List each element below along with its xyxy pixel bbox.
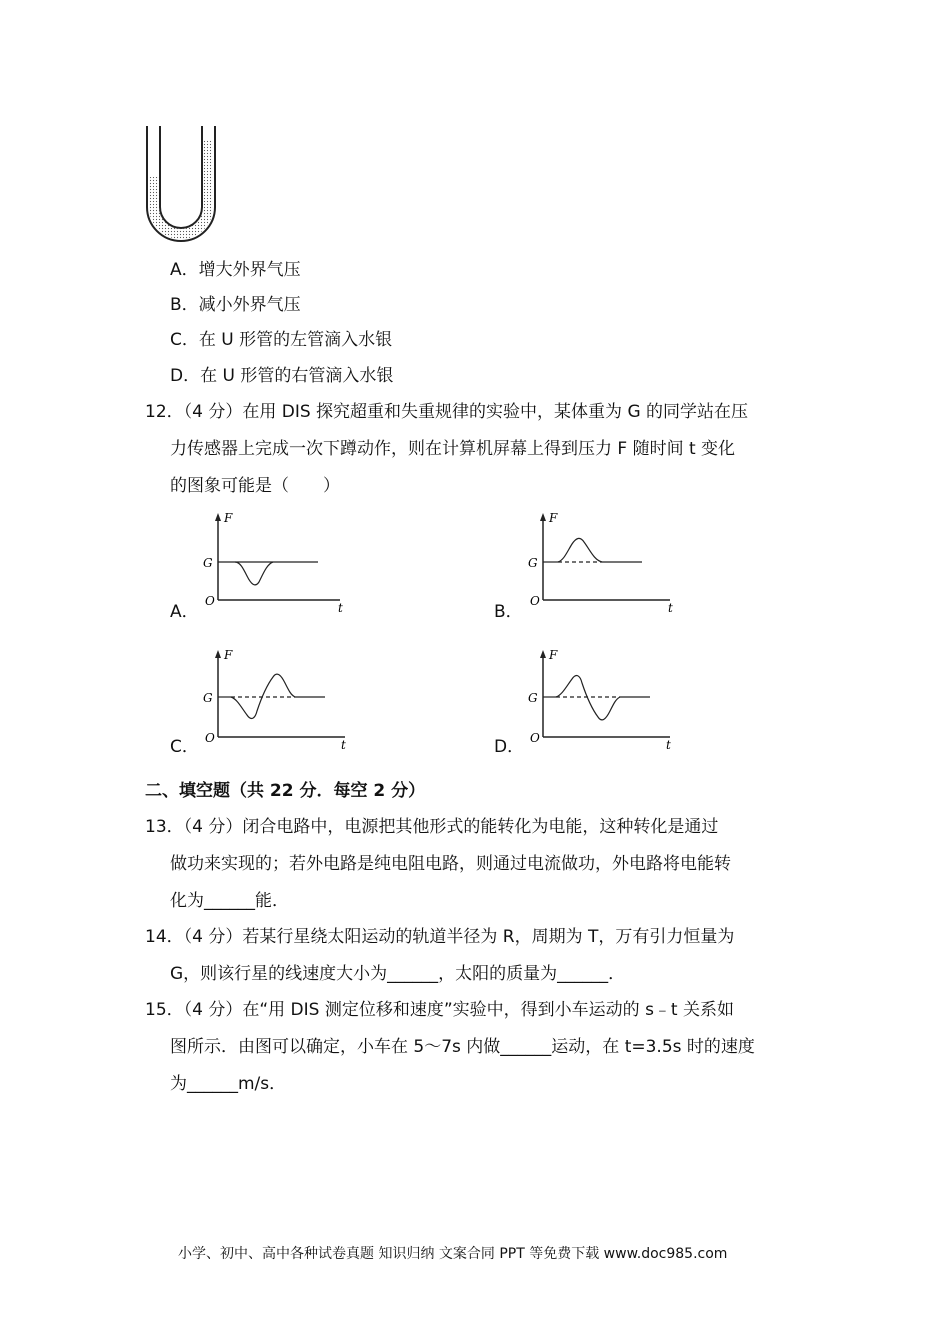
q15-line-1: 15．（4 分）在“用 DIS 测定位移和速度”实验中，得到小车运动的 s﹣t 关系如 bbox=[145, 1000, 734, 1020]
graph-d-axis-f: F bbox=[549, 648, 558, 662]
graph-d-level-g: G bbox=[528, 691, 538, 705]
graph-c-axis-f: F bbox=[224, 648, 233, 662]
graph-a-option-label: A． bbox=[170, 602, 199, 622]
page-footer: 小学、初中、高中各种试卷真题 知识归纳 文案合同 PPT 等免费下载 www.doc985.com bbox=[178, 1246, 728, 1262]
graph-b-origin: O bbox=[530, 594, 540, 608]
graph-a-origin: O bbox=[205, 594, 215, 608]
q11-option-a: A．增大外界气压 bbox=[170, 260, 301, 280]
q13-line-3: 化为______能． bbox=[170, 891, 289, 911]
q15-line-2: 图所示．由图可以确定，小车在 5～7s 内做______运动，在 t=3.5s 时的速度 bbox=[170, 1037, 755, 1057]
graph-a bbox=[195, 508, 365, 618]
graph-d-origin: O bbox=[530, 731, 540, 745]
q12-line-1: 12．（4 分）在用 DIS 探究超重和失重规律的实验中，某体重为 G 的同学站在压 bbox=[145, 402, 749, 422]
graph-c bbox=[195, 645, 365, 755]
q12-line-3: 的图象可能是（ ） bbox=[170, 476, 340, 496]
graph-a-level-g: G bbox=[203, 556, 213, 570]
graph-b-level-g: G bbox=[528, 556, 538, 570]
graph-b bbox=[520, 508, 690, 618]
graph-b-axis-f: F bbox=[549, 511, 558, 525]
graph-d bbox=[520, 645, 690, 755]
graph-b-option-label: B． bbox=[494, 602, 523, 622]
graph-c-origin: O bbox=[205, 731, 215, 745]
q15-line-3: 为______m/s． bbox=[170, 1074, 287, 1094]
graph-d-axis-t: t bbox=[666, 738, 671, 752]
q12-line-2: 力传感器上完成一次下蹲动作，则在计算机屏幕上得到压力 F 随时间 t 变化 bbox=[170, 439, 736, 459]
graph-a-axis-f: F bbox=[224, 511, 233, 525]
graph-b-axis-t: t bbox=[668, 601, 673, 615]
u-tube-figure bbox=[140, 122, 220, 247]
graph-a-axis-t: t bbox=[338, 601, 343, 615]
q11-option-c: C．在 U 形管的左管滴入水银 bbox=[170, 330, 393, 350]
q13-line-2: 做功来实现的；若外电路是纯电阻电路，则通过电流做功，外电路将电能转 bbox=[170, 854, 731, 874]
graph-d-option-label: D． bbox=[494, 737, 525, 757]
graph-c-axis-t: t bbox=[341, 738, 346, 752]
q13-line-1: 13．（4 分）闭合电路中，电源把其他形式的能转化为电能，这种转化是通过 bbox=[145, 817, 719, 837]
q11-option-d: D．在 U 形管的右管滴入水银 bbox=[170, 366, 394, 386]
q14-line-2: G，则该行星的线速度大小为______，太阳的质量为______． bbox=[170, 964, 626, 984]
q11-option-b: B．减小外界气压 bbox=[170, 295, 301, 315]
graph-c-level-g: G bbox=[203, 691, 213, 705]
q14-line-1: 14．（4 分）若某行星绕太阳运动的轨道半径为 R，周期为 T，万有引力恒量为 bbox=[145, 927, 735, 947]
graph-c-option-label: C． bbox=[170, 737, 199, 757]
section-2-title: 二、填空题（共 22 分．每空 2 分） bbox=[145, 781, 426, 801]
